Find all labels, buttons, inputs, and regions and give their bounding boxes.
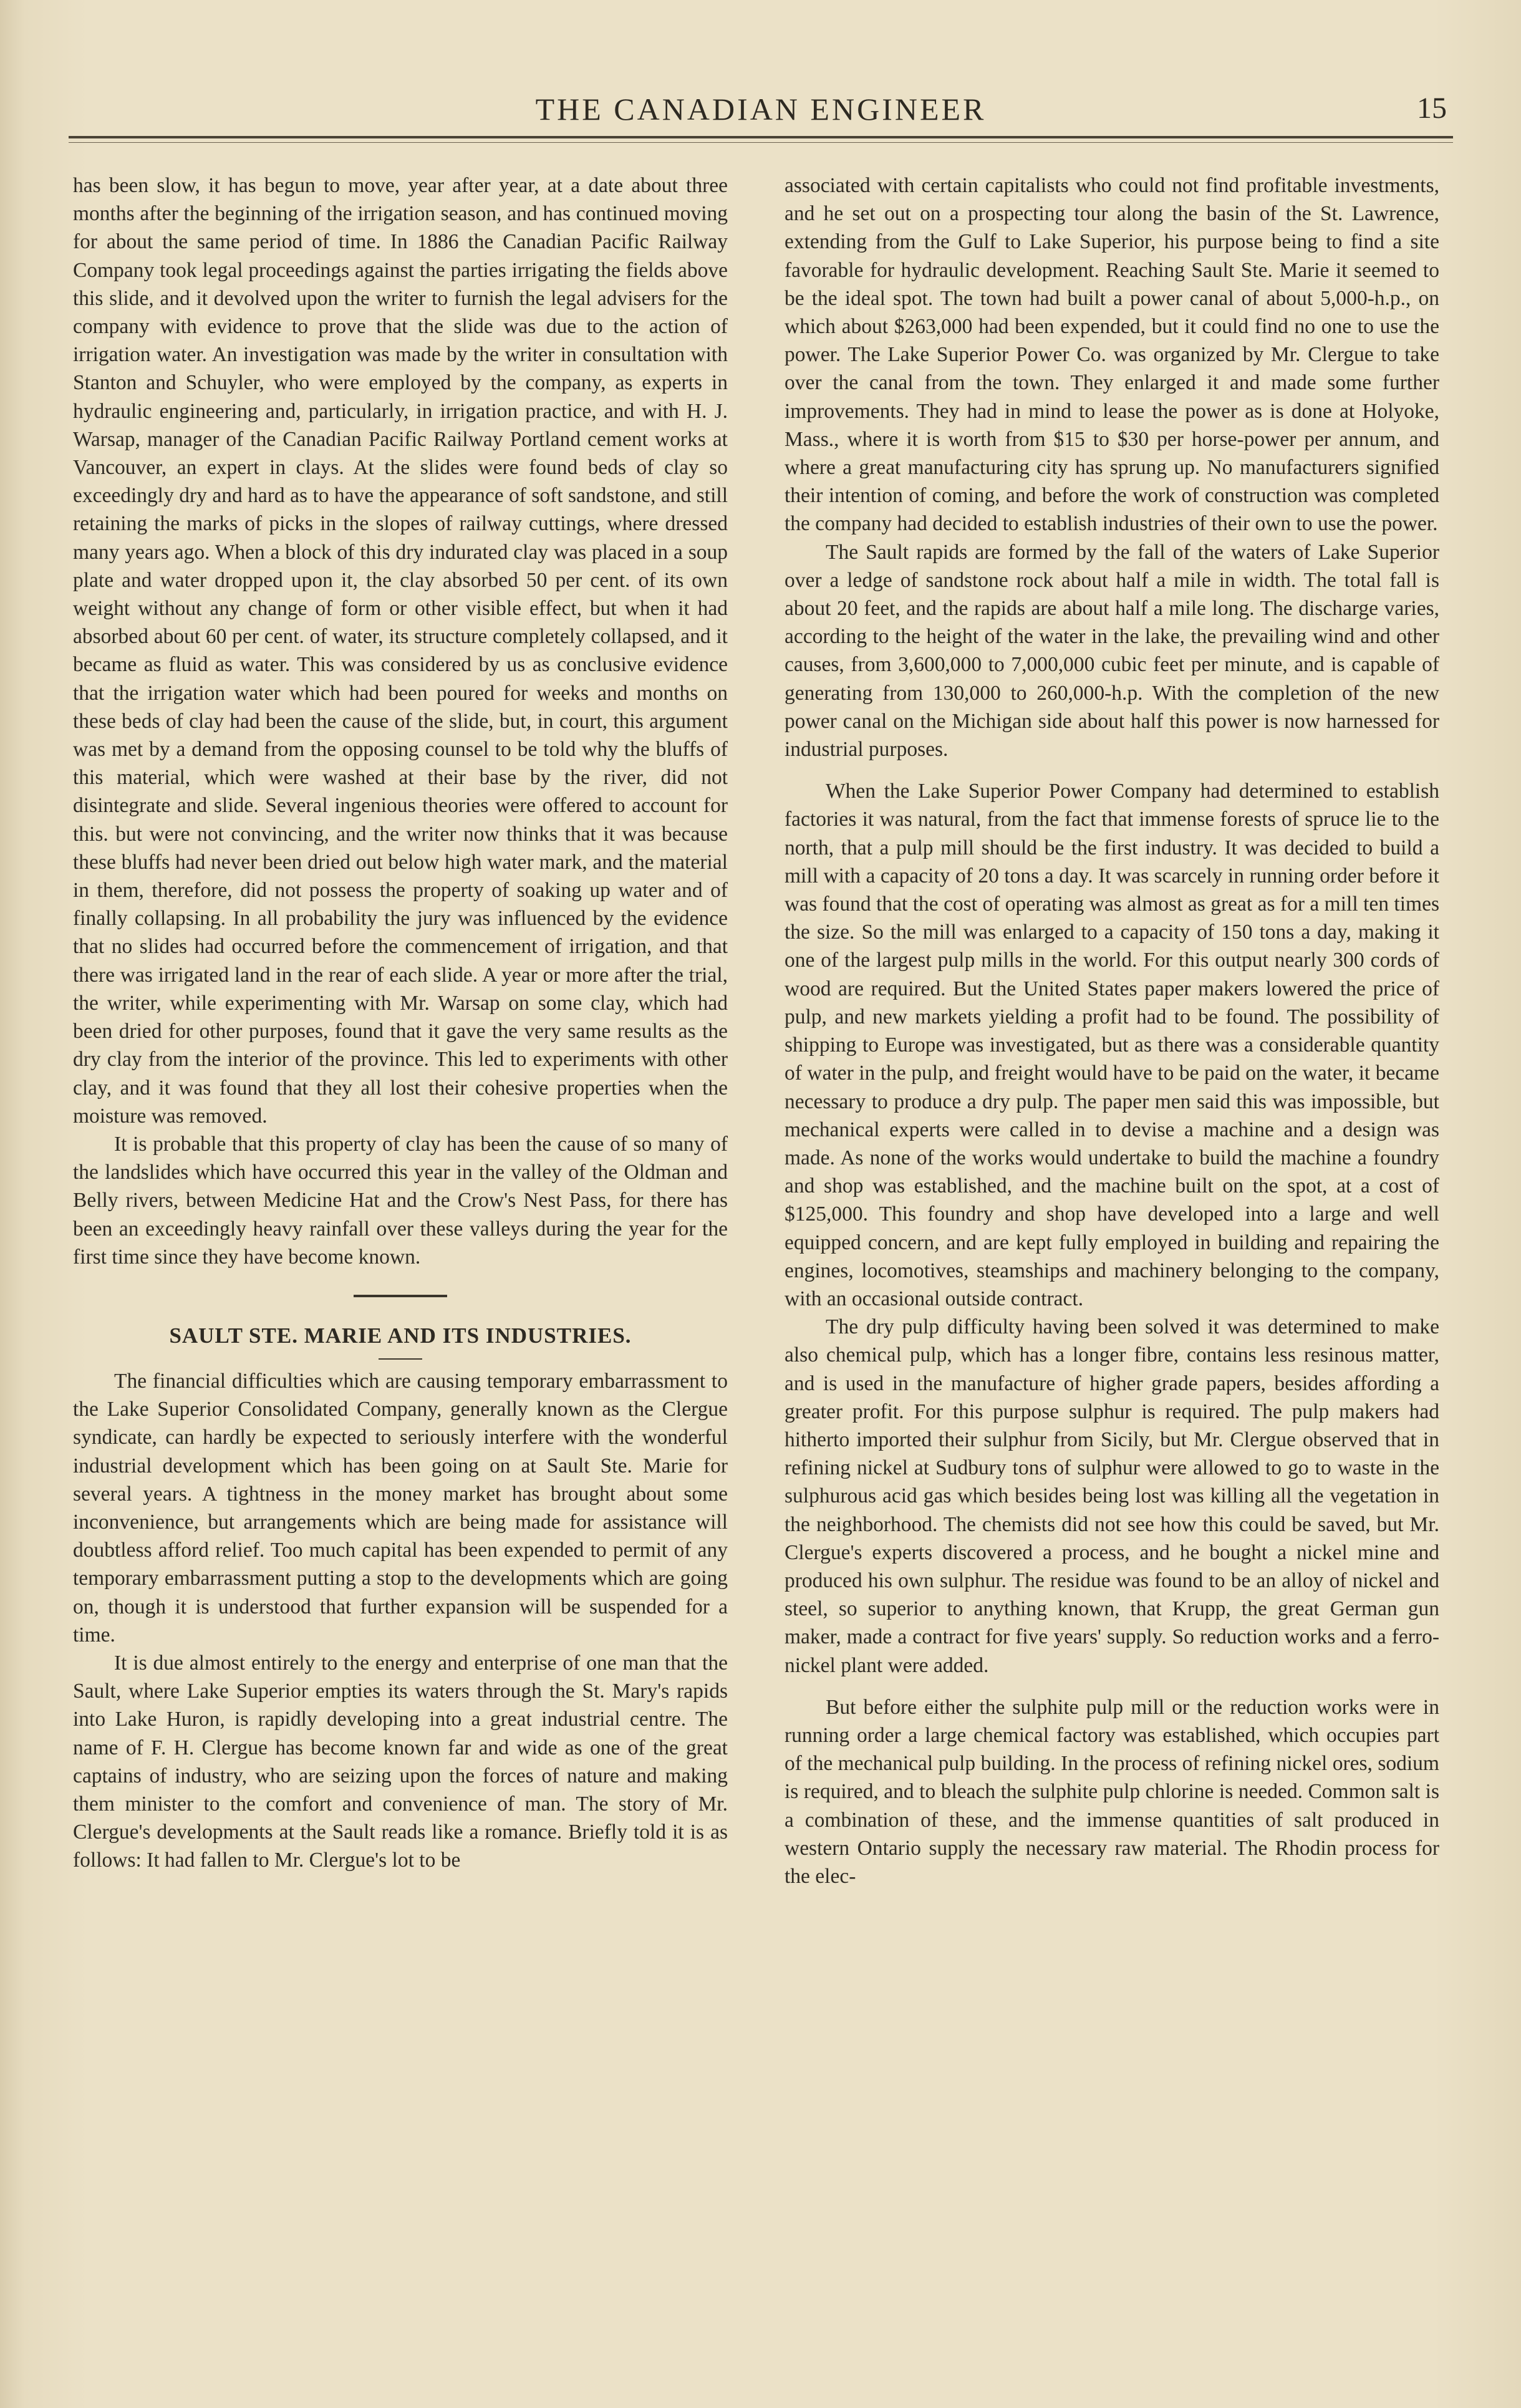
paragraph: The dry pulp difficulty having been solved it was determined to make also chemical pulp, which has a longer fibre, contains less resinous matter, and is used in the manufacture of higher grade papers, besides affording a greater profit. For this purpose sulphur is required. The pulp makers had hitherto imported their sulphur from Sicily, but Mr. Clergue observed that in refining nickel at Sudbury tons of sulphur were allowed to go to waste in the sulphurous acid gas which besides being lost was killing all the vegetation in the neighborhood. The chemists did not see how this could be saved, but Mr. Clergue's experts discovered a process, and he bought a nickel mine and produced his own sulphur. The residue was found to be an alloy of nickel and steel, so superior to anything known, that Krupp, the great German gun maker, made a contract for five years' supply. So reduction works and a ferro-nickel plant were added.	[785, 1315, 1439, 1677]
header-rule-thin	[69, 142, 1453, 143]
paragraph: The Sault rapids are formed by the fall of the waters of Lake Superior over a ledge of sandstone rock about half a mile in width. The total fall is about 20 feet, and the rapids are about half a mile long. The discharge varies, according to the height of the water in the lake, the prevailing wind and other causes, from 3,600,000 to 7,000,000 cubic feet per minute, and is capable of generating from 130,000 to 260,000-h.p. With the completion of the new power canal on the Michigan side about half this power is now harnessed for industrial purposes.	[785, 540, 1439, 762]
article-heading: SAULT STE. MARIE AND ITS INDUSTRIES.	[169, 1323, 632, 1348]
paragraph: When the Lake Superior Power Company had determined to establish factories it was natural, from the fact that immense forests of spruce lie to the north, that a pulp mill should be the first industry. It was decided to build a mill with a capacity of 20 tons a day. It was scarcely in running order before it was found that the cost of operating was almost as great as for a mill ten times the size. So the mill was enlarged to a capacity of 150 tons a day, making it one of the largest pulp mills in the world. For this output nearly 300 cords of wood are required. But the United States paper makers lowered the price of pulp, and new markets yielding a profit had to be found. The possibility of shipping to Europe was investigated, but as there was a considerable quantity of water in the pulp, and freight would have to be paid on the water, it became necessary to produce a dry pulp. The paper men said this was impossible, but mechanical experts were called in to devise a machine and a design was made. As none of the works would undertake to build the machine a foundry and shop was established, and the machine built on the spot, at a cost of $125,000. This foundry and shop have developed into a large and well equipped concern, and are kept fully employed in building and repairing the engines, locomotives, steamships and machinery belonging to the company, with an occasional outside contract.	[785, 780, 1439, 1310]
paragraph: associated with certain capitalists who could not find profitable investments, and he set out on a prospecting tour along the basin of the St. Lawrence, extending from the Gulf to Lake Superior, his purpose being to find a site favorable for hydraulic development. Reaching Sault Ste. Marie it seemed to be the ideal spot. The town had built a power canal of about 5,000-h.p., on which about $263,000 had been expended, but it could find no one to use the power. The Lake Superior Power Co. was organized by Mr. Clergue to take over the canal from the town. They enlarged it and made some further improvements. They had in mind to lease the power as is done at Holyoke, Mass., where it is worth from $15 to $30 per horse-power per annum, and where a great manufacturing city has sprung up. No manufacturers signified their intention of coming, and before the work of construction was completed the company had decided to establish industries of their own to use the power.	[785, 174, 1439, 536]
paragraph: has been slow, it has begun to move, year after year, at a date about three months after the beginning of the irrigation season, and has continued moving for about the same period of time. In 1886 the Canadian Pacific Railway Company took legal proceedings against the parties irrigating the fields above this slide, and it devolved upon the writer to furnish the legal advisers for the company with evidence to prove that the slide was due to the action of irrigation water. An investigation was made by the writer in consultation with Stanton and Schuyler, who were employed by the company, as experts in hydraulic engineering and, particularly, in irrigation practice, and with H. J. Warsap, manager of the Canadian Pacific Railway Portland cement works at Vancouver, an expert in clays. At the slides were found beds of clay so exceedingly dry and hard as to have the appearance of soft sandstone, and still retaining the marks of picks in the slopes of railway cuttings, where dressed many years ago. When a block of this dry indurated clay was placed in a soup plate and water dropped upon it, the clay absorbed 50 per cent. of its own weight without any change of form or other visible effect, but when it had absorbed about 60 per cent. of water, its structure completely collapsed, and it became as fluid as water. This was considered by us as conclusive evidence that the irrigation water which had been poured for weeks and months on these beds of clay had been the cause of the slide, but, in court, this argument was met by a demand from the opposing counsel to be told why the bluffs of this material, which were washed at their base by the river, did not disintegrate and slide. Several ingenious theories were offered to account for this. but were not convincing, and the writer now thinks that it was because these bluffs had never been dried out below high water mark, and the material in them, therefore, did not possess the property of soaking up water and of finally collapsing. In all probability the jury was influenced by the evidence that no slides had occurred before the commencement of irrigation, and that there was irrigated land in the rear of each slide. A year or more after the trial, the writer, while experimenting with Mr. Warsap on some clay, which had been dried for other purposes, found that it gave the very same results as the dry clay from the interior of the province. This led to experiments with other clay, and it was found that they all lost their cohesive properties when the moisture was removed.	[73, 174, 728, 1128]
page-number: 15	[1417, 92, 1447, 125]
section-divider	[354, 1295, 447, 1297]
page-header	[75, 87, 1447, 137]
running-title: THE CANADIAN ENGINEER	[535, 92, 987, 127]
paragraph: The financial difficulties which are causing temporary embarrassment to the Lake Superior Consolidated Company, generally known as the Clergue syndicate, can hardly be expected to seriously interfere with the wonderful industrial development which has been going on at Sault Ste. Marie for several years. A tightness in the money market has brought about some inconvenience, but arrangements which are being made for assistance will doubtless afford relief. Too much capital has been expended to permit of any temporary embarrassment putting a stop to the developments which are going on, though it is understood that further expansion will be suspended for a time.	[73, 1369, 728, 1646]
heading-rule	[379, 1358, 422, 1360]
header-rule	[69, 136, 1453, 138]
left-column	[73, 172, 728, 1875]
paragraph: But before either the sulphite pulp mill or the reduction works were in running order a large chemical factory was established, which occupies part of the mechanical pulp building. In the process of refining nickel ores, sodium is required, and to bleach the sulphite pulp chlorine is needed. Common salt is a combination of these, and the immense quantities of salt produced in western Ontario supply the necessary raw material. The Rhodin process for the elec-	[785, 1695, 1439, 1888]
paragraph: It is due almost entirely to the energy and enterprise of one man that the Sault, where Lake Superior empties its waters through the St. Mary's rapids into Lake Huron, is rapidly developing into a great industrial centre. The name of F. H. Clergue has become known far and wide as one of the great captains of industry, who are seizing upon the forces of nature and making them minister to the comfort and convenience of man. The story of Mr. Clergue's developments at the Sault reads like a romance. Briefly told it is as follows: It had fallen to Mr. Clergue's lot to be	[73, 1651, 728, 1872]
right-column	[785, 172, 1439, 1890]
paragraph: It is probable that this property of clay has been the cause of so many of the landslides which have occurred this year in the valley of the Oldman and Belly rivers, between Medicine Hat and the Crow's Nest Pass, for there has been an exceedingly heavy rainfall over these valleys during the year for the first time since they have become known.	[73, 1132, 728, 1269]
